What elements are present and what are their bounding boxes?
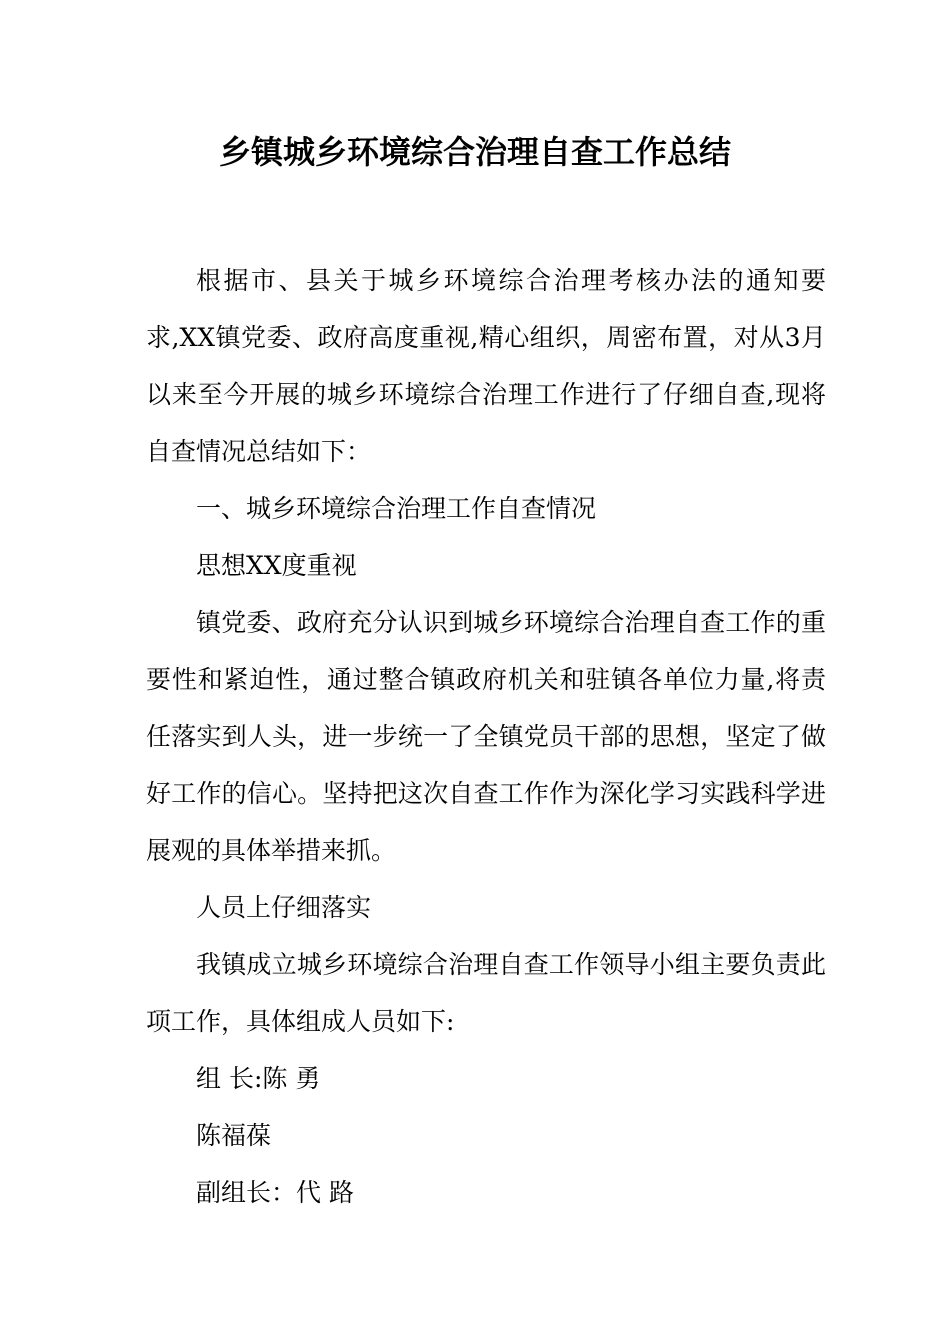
subheading-thought: 思想XX度重视: [196, 551, 357, 580]
section-heading-1: 一、城乡环境综合治理工作自查情况: [196, 494, 597, 523]
paragraph-personnel: 我镇成立城乡环境综合治理自查工作领导小组主要负责此项工作，具体组成人员如下:: [146, 950, 826, 1036]
paragraph-intro: 根据市、县关于城乡环境综合治理考核办法的通知要求,XX镇党委、政府高度重视,精心组织，周密布置，对从3月以来至今开展的城乡环境综合治理工作进行了仔细自查,现将自查情况总结如下：: [146, 266, 826, 466]
subheading-personnel: 人员上仔细落实: [196, 893, 372, 922]
leader-line: 组 长:陈 勇: [196, 1064, 321, 1093]
document-title: 乡镇城乡环境综合治理自查工作总结: [218, 133, 731, 171]
member-line: 陈福葆: [196, 1121, 272, 1150]
paragraph-thought: 镇党委、政府充分认识到城乡环境综合治理自查工作的重要性和紧迫性，通过整合镇政府机关和驻镇各单位力量,将责任落实到人头，进一步统一了全镇党员干部的思想，坚定了做好工作的信心。坚持把这次自查工作作为深化学习实践科学进展观的具体举措来抓。: [146, 608, 826, 865]
deputy-leader-line: 副组长：代 路: [196, 1178, 354, 1207]
document-body: [146, 252, 826, 1221]
